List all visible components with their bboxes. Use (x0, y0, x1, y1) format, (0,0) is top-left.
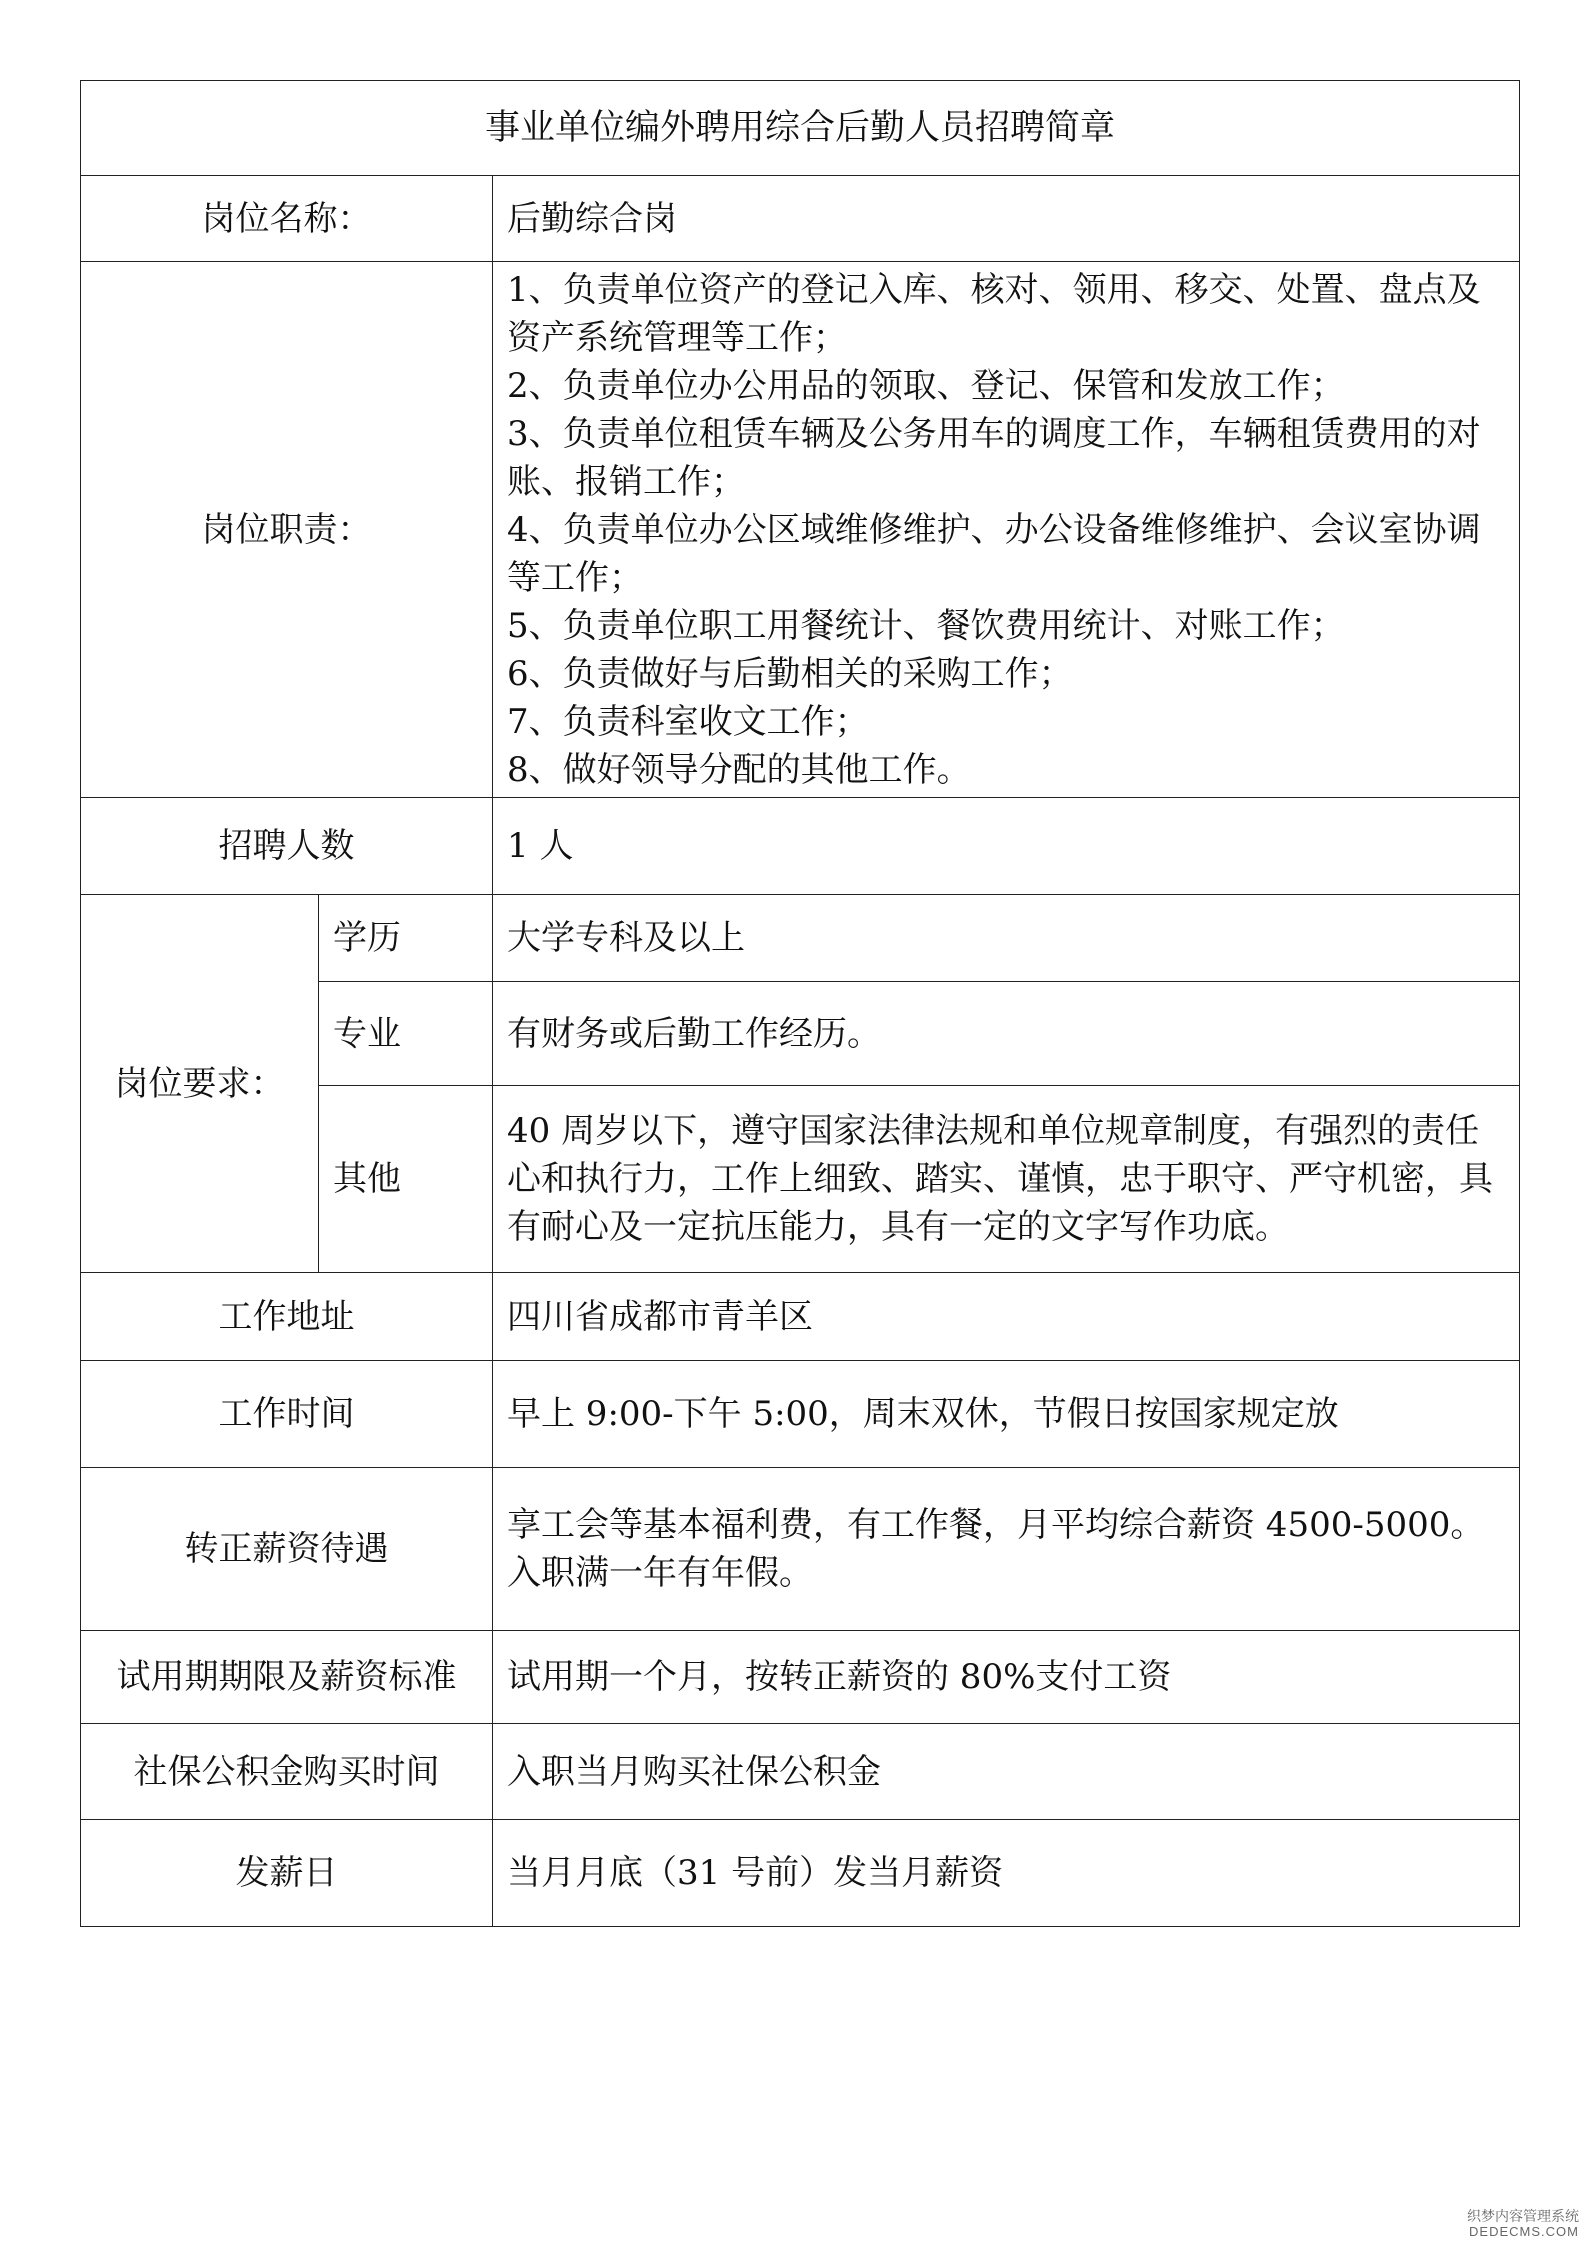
duty-item: 5、负责单位职工用餐统计、餐饮费用统计、对账工作； (507, 605, 1345, 646)
headcount-value: 1 人 (493, 798, 1520, 895)
probation-row (81, 1631, 1520, 1724)
position-value: 后勤综合岗 (493, 176, 1520, 262)
duty-item: 8、做好领导分配的其他工作。 (507, 749, 971, 790)
payday-row (81, 1820, 1520, 1927)
position-label: 岗位名称： (81, 176, 493, 262)
salary-label: 转正薪资待遇 (81, 1468, 493, 1631)
title-row (81, 81, 1520, 176)
address-value: 四川省成都市青羊区 (493, 1273, 1520, 1361)
address-label: 工作地址 (81, 1273, 493, 1361)
other-label: 其他 (319, 1086, 493, 1273)
probation-label: 试用期期限及薪资标准 (81, 1631, 493, 1724)
duties-label: 岗位职责： (81, 262, 493, 798)
headcount-label: 招聘人数 (81, 798, 493, 895)
hours-value: 早上 9:00-下午 5:00，周末双休，节假日按国家规定放 (493, 1361, 1520, 1468)
salary-row (81, 1468, 1520, 1631)
other-value: 40 周岁以下，遵守国家法律法规和单位规章制度，有强烈的责任心和执行力，工作上细致、踏实、谨慎，忠于职守、严守机密，具有耐心及一定抗压能力，具有一定的文字写作功底。 (493, 1086, 1520, 1273)
major-value: 有财务或后勤工作经历。 (493, 982, 1520, 1086)
duty-item: 2、负责单位办公用品的领取、登记、保管和发放工作； (507, 365, 1345, 406)
duty-item: 7、负责科室收文工作； (507, 701, 869, 742)
hours-label: 工作时间 (81, 1361, 493, 1468)
duty-item: 1、负责单位资产的登记入库、核对、领用、移交、处置、盘点及资产系统管理等工作； (507, 269, 1481, 358)
hours-row (81, 1361, 1520, 1468)
education-label: 学历 (319, 895, 493, 982)
watermark (1467, 2209, 1579, 2239)
education-row (81, 895, 1520, 982)
insurance-label: 社保公积金购买时间 (81, 1724, 493, 1820)
major-label: 专业 (319, 982, 493, 1086)
duties-list (493, 262, 1520, 798)
duties-row (81, 262, 1520, 798)
duty-item: 4、负责单位办公区域维修维护、办公设备维修维护、会议室协调等工作； (507, 509, 1481, 598)
watermark-en: DEDECMS.COM (1469, 2224, 1579, 2239)
insurance-value: 入职当月购买社保公积金 (493, 1724, 1520, 1820)
position-row (81, 176, 1520, 262)
headcount-row (81, 798, 1520, 895)
payday-label: 发薪日 (81, 1820, 493, 1927)
insurance-row (81, 1724, 1520, 1820)
duty-item: 3、负责单位租赁车辆及公务用车的调度工作，车辆租赁费用的对账、报销工作； (507, 413, 1481, 502)
document-title: 事业单位编外聘用综合后勤人员招聘简章 (81, 81, 1520, 176)
probation-value: 试用期一个月，按转正薪资的 80%支付工资 (493, 1631, 1520, 1724)
address-row (81, 1273, 1520, 1361)
recruitment-table (80, 80, 1520, 1927)
education-value: 大学专科及以上 (493, 895, 1520, 982)
duty-item: 6、负责做好与后勤相关的采购工作； (507, 653, 1073, 694)
watermark-cn: 织梦内容管理系统 (1467, 2208, 1579, 2224)
payday-value: 当月月底（31 号前）发当月薪资 (493, 1820, 1520, 1927)
salary-value: 享工会等基本福利费，有工作餐，月平均综合薪资 4500-5000。入职满一年有年假。 (493, 1468, 1520, 1631)
requirements-label: 岗位要求： (81, 895, 319, 1273)
